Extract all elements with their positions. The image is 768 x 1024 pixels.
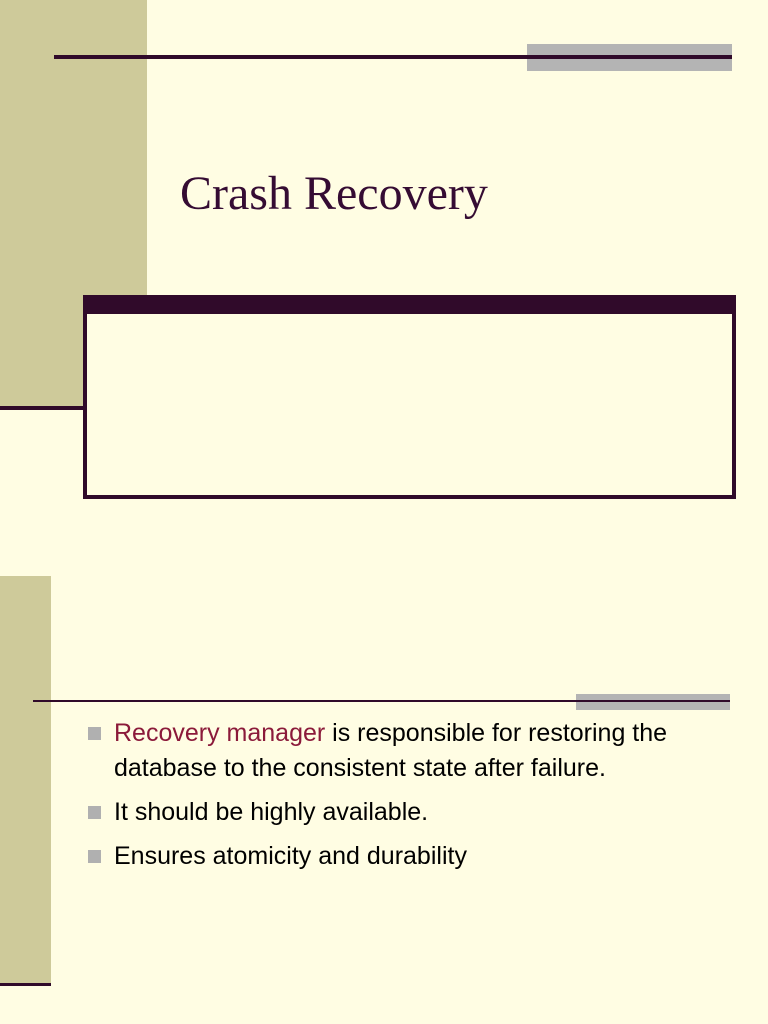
slide1-side-rule	[0, 406, 86, 410]
square-bullet-icon	[88, 850, 101, 863]
square-bullet-icon	[88, 806, 101, 819]
slide2-sidebar	[0, 576, 51, 986]
slide2-accent-bar	[576, 694, 730, 710]
bullet-text: Ensures atomicity and durability	[114, 842, 467, 870]
slide2-accent-rule	[576, 700, 730, 702]
bullet-item	[86, 839, 736, 874]
square-bullet-icon	[88, 727, 101, 740]
bullet-item	[86, 716, 736, 786]
slide1-subtitle-box	[83, 295, 736, 499]
slide2-bottom-rule	[0, 983, 51, 986]
slide1-accent-rule	[527, 55, 732, 59]
bullet-list	[86, 716, 736, 883]
bullet-highlight: Recovery manager	[114, 719, 326, 747]
bullet-text: is responsible for restoring the database to the consistent state after failure.	[114, 719, 668, 782]
bullet-text: It should be highly available.	[114, 798, 429, 826]
slide-title: Crash Recovery	[180, 167, 488, 220]
bullet-item	[86, 795, 736, 830]
